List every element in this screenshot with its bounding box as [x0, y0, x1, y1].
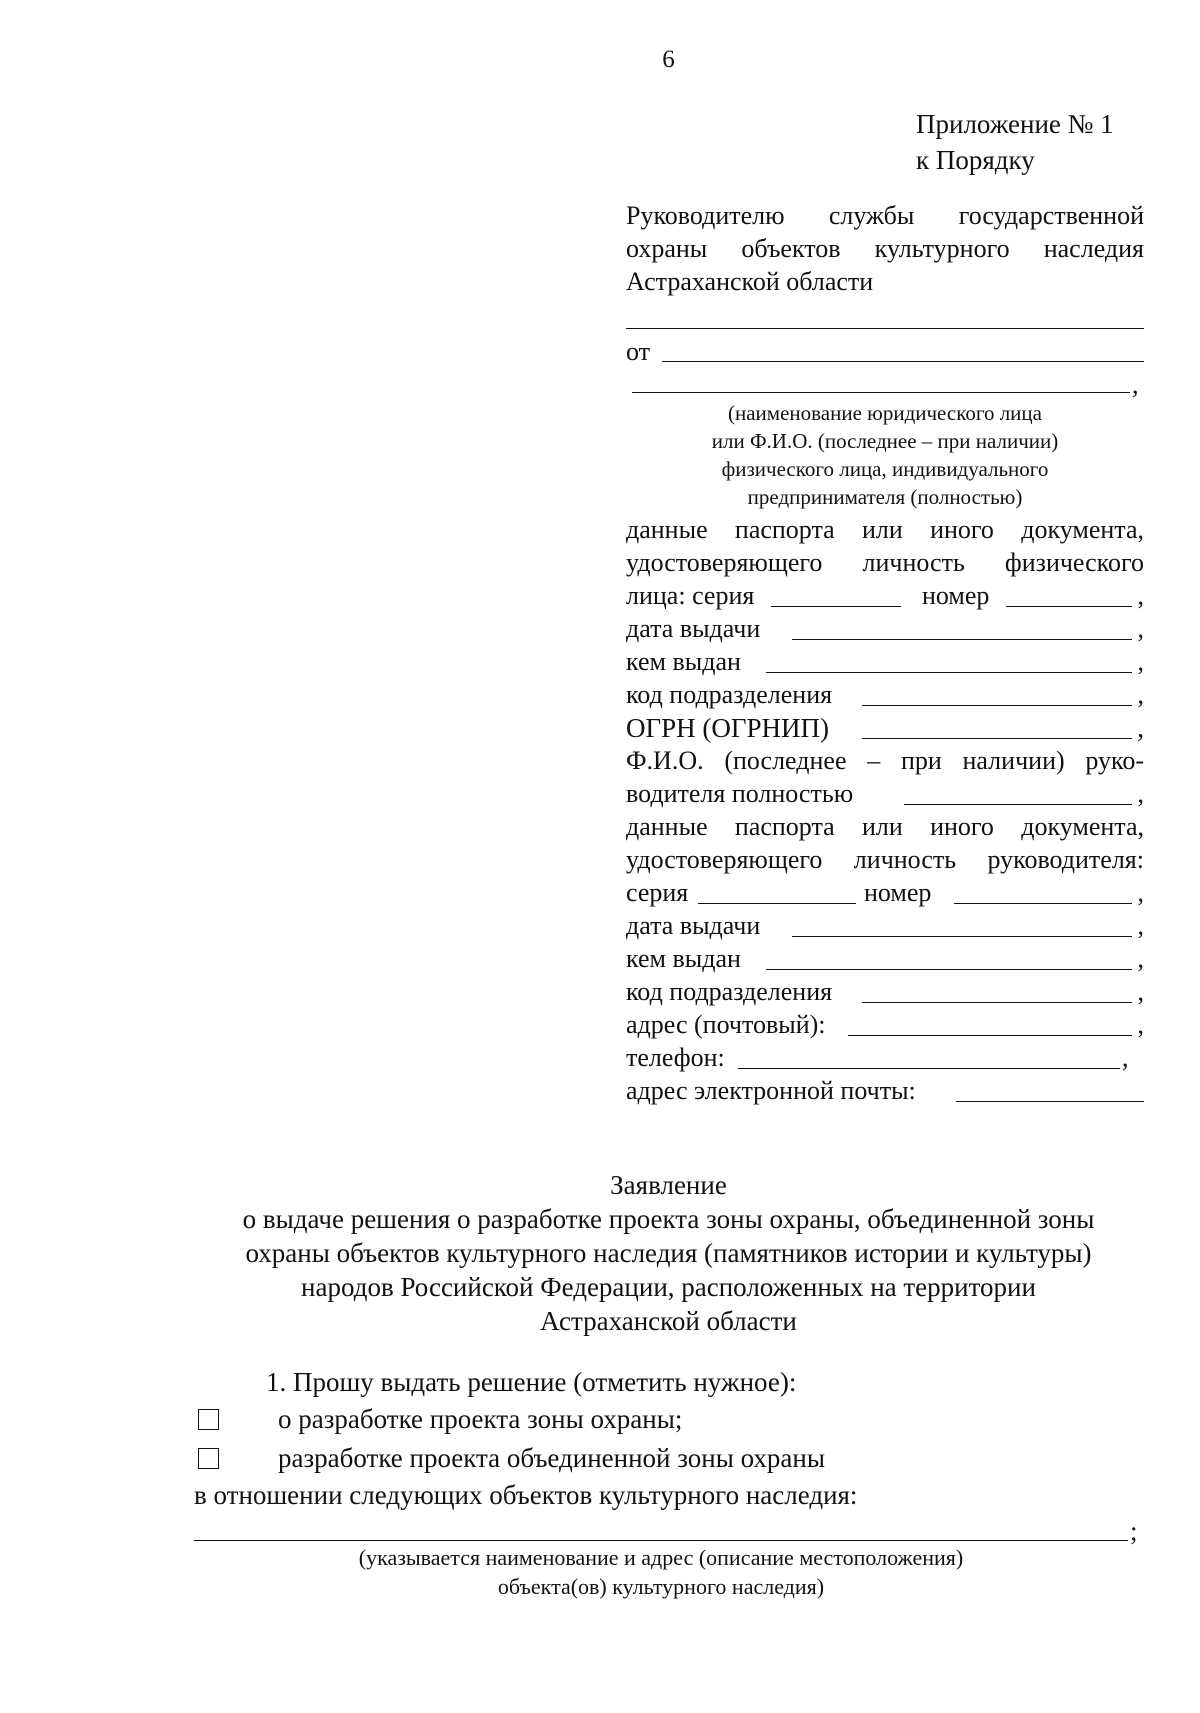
name-caption-line-3: физического лица, индивидуального: [721, 457, 1049, 481]
postal-address-field[interactable]: [848, 1035, 1132, 1036]
head-series-label: серия: [626, 878, 689, 907]
comma: ,: [1137, 713, 1144, 743]
passport-series-row: [626, 580, 1144, 612]
head-series-row: [626, 877, 1144, 909]
postal-address-row: [626, 1009, 1144, 1041]
head-series-field[interactable]: [698, 903, 856, 904]
division-code-field[interactable]: [862, 705, 1132, 706]
comma: ,: [1137, 581, 1144, 610]
comma: ,: [1137, 1010, 1144, 1039]
objects-field[interactable]: [194, 1540, 1128, 1541]
statement-line-4: Астраханской области: [540, 1306, 797, 1336]
statement-line-2: охраны объектов культурного наследия (памятников истории и культуры): [245, 1238, 1092, 1268]
objects-caption-line-2: объекта(ов) культурного наследия): [497, 1574, 825, 1599]
from-label: от: [626, 337, 651, 366]
name-caption-line-1: (наименование юридического лица: [728, 401, 1042, 425]
email-field[interactable]: [956, 1101, 1144, 1102]
option-2-label: разработке проекта объединенной зоны охраны: [278, 1443, 826, 1473]
statement-line-3: народов Российской Федерации, расположенных на территории: [301, 1272, 1036, 1302]
passport-text-line-2: удостоверяющего личность физического: [626, 548, 1144, 577]
issue-date-label: дата выдачи: [626, 614, 761, 643]
phone-row: [626, 1042, 1144, 1074]
option-1-label: о разработке проекта зоны охраны;: [278, 1404, 683, 1434]
comma: ,: [1137, 680, 1144, 709]
objects-line-label: в отношении следующих объектов культурного наследия:: [194, 1480, 858, 1510]
semicolon: ;: [1130, 1516, 1138, 1546]
name-caption-line-2: или Ф.И.О. (последнее – при наличии): [711, 429, 1059, 453]
comma: ,: [1137, 614, 1144, 643]
head-division-code-row: [626, 976, 1144, 1008]
ogrn-field[interactable]: [862, 738, 1132, 739]
division-code-row: [626, 679, 1144, 711]
option-1-checkbox[interactable]: [198, 1409, 219, 1430]
head-division-code-label: код подразделения: [626, 977, 833, 1006]
head-name-text-line-1: Ф.И.О. (последнее – при наличии) руко-: [626, 746, 1144, 775]
series-label: лица: серия: [626, 581, 755, 610]
email-label: адрес электронной почты:: [626, 1076, 916, 1105]
head-issue-date-field[interactable]: [792, 936, 1132, 937]
number-label: номер: [922, 581, 990, 610]
phone-label: телефон:: [626, 1043, 725, 1072]
head-number-label: номер: [864, 878, 932, 907]
request-item-1: 1. Прошу выдать решение (отметить нужное):: [266, 1367, 797, 1397]
head-name-row: [626, 778, 1144, 810]
page-number: 6: [662, 46, 675, 73]
head-issue-date-label: дата выдачи: [626, 911, 761, 940]
head-passport-text-line-1: данные паспорта или иного документа,: [626, 812, 1144, 841]
passport-text-line-1: данные паспорта или иного документа,: [626, 515, 1144, 544]
ogrn-label: ОГРН (ОГРНИП): [626, 713, 829, 743]
postal-address-label: адрес (почтовый):: [626, 1010, 826, 1039]
head-name-field[interactable]: [904, 804, 1132, 805]
email-row: [626, 1075, 1144, 1107]
addressee-line-3: Астраханской области: [626, 267, 874, 296]
comma: ,: [1132, 370, 1139, 399]
statement-heading: Заявление: [610, 1170, 727, 1200]
issued-by-row: [626, 646, 1144, 678]
annex-title: Приложение № 1: [916, 109, 1114, 139]
addressee-line-2: охраны объектов культурного наследия: [626, 234, 1144, 263]
comma: ,: [1122, 1043, 1129, 1072]
head-issued-by-row: [626, 943, 1144, 975]
head-issued-by-field[interactable]: [766, 969, 1132, 970]
comma: ,: [1137, 911, 1144, 940]
name-caption-line-4: предпринимателя (полностью): [747, 485, 1023, 509]
from-name-line-2[interactable]: [632, 392, 1130, 393]
comma: ,: [1137, 647, 1144, 676]
annex-subtitle: к Порядку: [916, 145, 1035, 175]
series-field[interactable]: [771, 606, 901, 607]
ogrn-row: [626, 712, 1144, 744]
issued-by-field[interactable]: [766, 672, 1132, 673]
head-division-code-field[interactable]: [862, 1002, 1132, 1003]
issue-date-field[interactable]: [792, 639, 1132, 640]
number-field[interactable]: [1006, 606, 1132, 607]
head-number-field[interactable]: [954, 903, 1132, 904]
addressee-line-1: Руководителю службы государственной: [626, 201, 1144, 230]
objects-caption-line-1: (указывается наименование и адрес (описание местоположения): [358, 1545, 964, 1570]
comma: ,: [1137, 977, 1144, 1006]
head-passport-text-line-2: удостоверяющего личность руководителя:: [626, 845, 1144, 874]
statement-line-1: о выдаче решения о разработке проекта зоны охраны, объединенной зоны: [242, 1204, 1095, 1234]
comma: ,: [1137, 779, 1144, 808]
from-name-line[interactable]: [662, 361, 1144, 362]
division-code-label: код подразделения: [626, 680, 833, 709]
issue-date-row: [626, 613, 1144, 645]
phone-field[interactable]: [738, 1068, 1120, 1069]
comma: ,: [1137, 944, 1144, 973]
issued-by-label: кем выдан: [626, 647, 741, 676]
head-name-label: водителя полностью: [626, 779, 854, 808]
head-issued-by-label: кем выдан: [626, 944, 741, 973]
head-issue-date-row: [626, 910, 1144, 942]
comma: ,: [1137, 878, 1144, 907]
addressee-blank-line[interactable]: [626, 328, 1144, 329]
option-2-checkbox[interactable]: [198, 1448, 219, 1469]
